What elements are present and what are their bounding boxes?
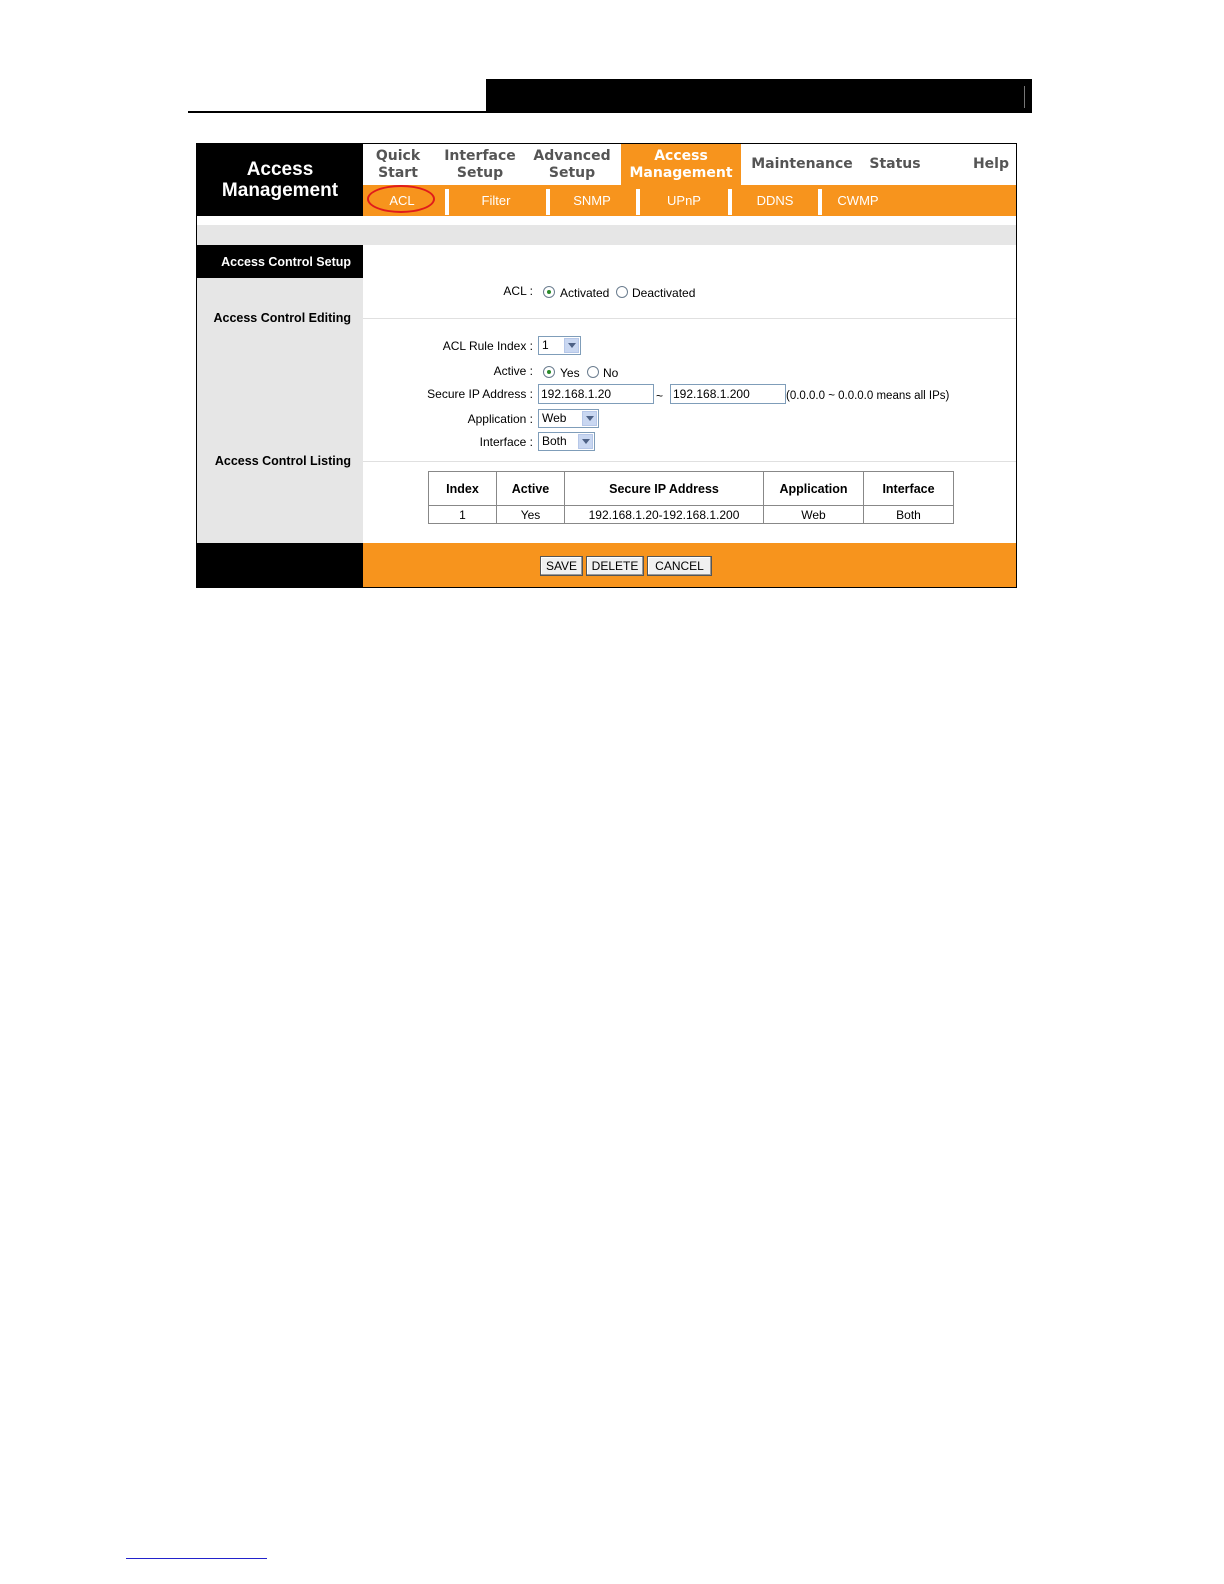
subnav-separator: [728, 189, 732, 215]
acl-rule-index-value: 1: [542, 338, 549, 352]
active-label: Active :: [493, 364, 533, 378]
subnav-separator: [445, 189, 449, 215]
footer-left-block: [197, 543, 363, 587]
delete-button[interactable]: DELETE: [586, 556, 644, 576]
acl-activated-radio[interactable]: [543, 286, 555, 298]
cell-secure-ip: 192.168.1.20-192.168.1.200: [565, 506, 764, 524]
document-header-bar: [486, 79, 1032, 113]
acl-deactivated-label: Deactivated: [632, 286, 696, 300]
tab-advanced-setup[interactable]: [527, 144, 617, 185]
document-header-tick: [1024, 86, 1025, 108]
secure-ip-hint: (0.0.0.0 ~ 0.0.0.0 means all IPs): [786, 390, 950, 402]
section-access-control-setup: Access Control Setup: [197, 245, 363, 278]
column-header-active: Active: [497, 472, 565, 506]
save-button[interactable]: SAVE: [540, 556, 583, 576]
tab-advanced-setup-line2: Setup: [548, 164, 596, 181]
cell-interface: Both: [864, 506, 954, 524]
router-config-screenshot: [196, 143, 1017, 588]
left-section-column: [197, 245, 363, 543]
sub-navigation: [363, 185, 1016, 216]
secure-ip-end-input[interactable]: 192.168.1.200: [670, 384, 786, 404]
tab-status[interactable]: [861, 144, 929, 185]
document-footer-link-line: [126, 1558, 267, 1559]
column-header-interface: Interface: [864, 472, 954, 506]
secure-ip-label: Secure IP Address :: [427, 387, 533, 401]
tab-quick-start-line2: Start: [378, 164, 418, 181]
section-divider: [363, 318, 1016, 319]
secure-ip-start-input[interactable]: 192.168.1.20: [538, 384, 654, 404]
active-no-radio[interactable]: [587, 366, 599, 378]
tab-maintenance[interactable]: [743, 144, 861, 185]
subtab-snmp[interactable]: SNMP: [573, 192, 611, 208]
column-header-secure-ip: Secure IP Address: [565, 472, 764, 506]
tab-interface-setup-line1: Interface: [444, 147, 516, 164]
subtab-acl[interactable]: ACL: [389, 192, 415, 208]
tab-access-management[interactable]: [621, 144, 741, 185]
subtab-filter[interactable]: Filter: [481, 192, 511, 208]
interface-value: Both: [542, 434, 567, 448]
brand-line-2: Management: [221, 180, 339, 201]
interface-label: Interface :: [479, 435, 533, 449]
acl-rule-index-label: ACL Rule Index :: [442, 339, 533, 353]
cancel-button[interactable]: CANCEL: [647, 556, 712, 576]
subnav-separator: [818, 189, 822, 215]
tab-maintenance-label: Maintenance: [751, 156, 853, 172]
acl-deactivated-radio[interactable]: [616, 286, 628, 298]
top-navigation: [363, 144, 1016, 185]
table-row[interactable]: [429, 506, 954, 524]
section-access-control-editing: Access Control Editing: [213, 311, 351, 325]
table-header-row: [429, 472, 954, 506]
chevron-down-icon: [564, 338, 579, 353]
cell-index: 1: [429, 506, 497, 524]
acl-label: ACL :: [503, 284, 533, 298]
document-header-rule: [188, 111, 1032, 113]
active-yes-label: Yes: [560, 366, 580, 380]
active-no-label: No: [603, 366, 619, 380]
application-select[interactable]: [538, 409, 599, 428]
active-yes-radio[interactable]: [543, 366, 555, 378]
chevron-down-icon: [578, 434, 593, 449]
tab-access-management-line2: Management: [629, 164, 733, 181]
column-header-index: Index: [429, 472, 497, 506]
tab-interface-setup-line2: Setup: [456, 164, 504, 181]
chevron-down-icon: [582, 411, 597, 426]
acl-rule-index-select[interactable]: [538, 336, 581, 355]
page-brand-title: [197, 144, 363, 216]
cell-active: Yes: [497, 506, 565, 524]
tab-interface-setup[interactable]: [433, 144, 527, 185]
application-value: Web: [542, 411, 567, 425]
tab-help[interactable]: [961, 144, 1017, 185]
subtab-upnp[interactable]: UPnP: [667, 192, 701, 208]
interface-select[interactable]: [538, 432, 595, 451]
header-spacer-band: [197, 225, 1016, 245]
tab-help-label: Help: [972, 156, 1010, 172]
subnav-separator: [636, 189, 640, 215]
tab-advanced-setup-line1: Advanced: [533, 147, 611, 164]
ip-range-tilde: ~: [656, 389, 664, 403]
tab-status-label: Status: [869, 156, 921, 172]
subtab-cwmp[interactable]: CWMP: [837, 192, 879, 208]
subtab-ddns[interactable]: DDNS: [756, 192, 794, 208]
access-control-table: [428, 471, 954, 524]
tab-access-management-line1: Access: [654, 147, 708, 164]
tab-quick-start-line1: Quick: [375, 147, 421, 164]
cell-application: Web: [764, 506, 864, 524]
tab-quick-start[interactable]: [363, 144, 433, 185]
brand-line-1: Access: [246, 159, 314, 180]
application-label: Application :: [467, 412, 533, 426]
column-header-application: Application: [764, 472, 864, 506]
acl-activated-label: Activated: [560, 286, 610, 300]
section-divider: [363, 461, 1016, 462]
section-access-control-listing: Access Control Listing: [214, 454, 351, 468]
subnav-separator: [546, 189, 550, 215]
